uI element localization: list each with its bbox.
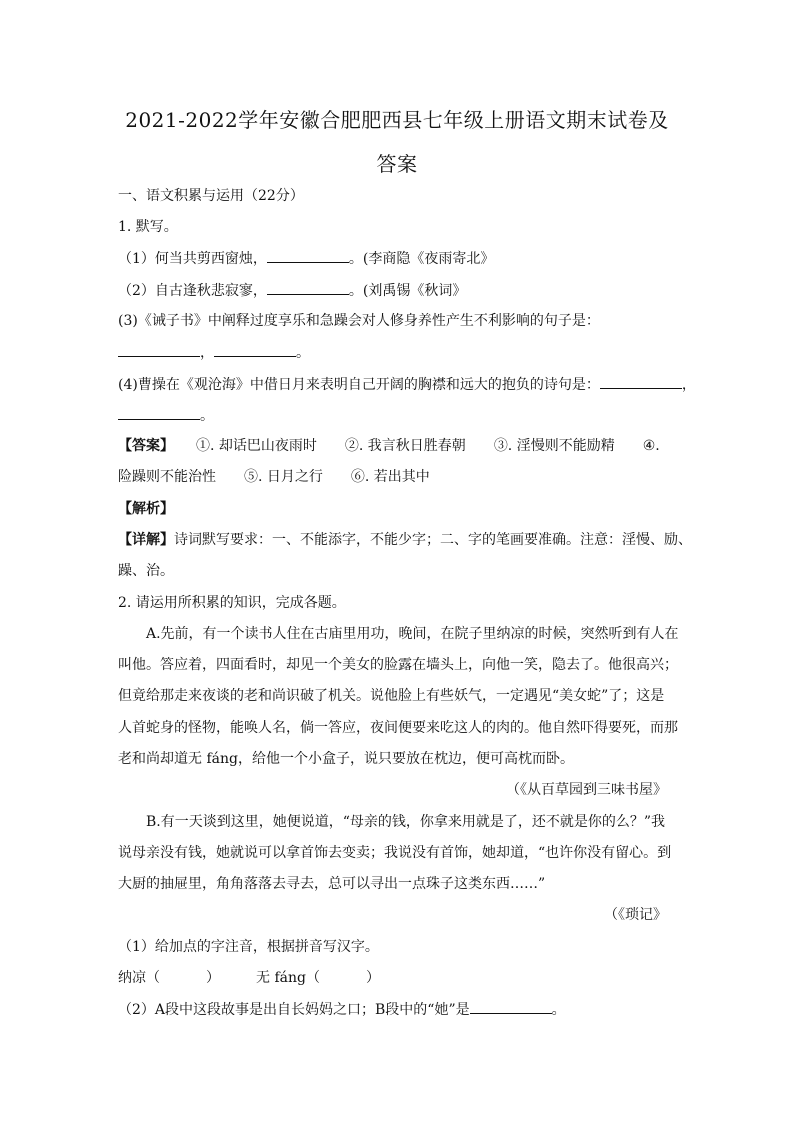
passage-b-line: 说母亲没有钱，她就说可以拿首饰去变卖；我说没有首饰，她却道，“也许你没有留心。到: [118, 845, 672, 861]
answer-4: 险躁则不能治性: [118, 469, 216, 485]
q1-item-2: [118, 280, 678, 301]
analysis-label: 【解析】: [118, 501, 174, 517]
answer-4-number: ④.: [642, 438, 660, 454]
detail-line-1: [118, 530, 692, 550]
question-1-heading: 1. 默写。: [118, 219, 178, 235]
q1-item-1: [118, 248, 678, 269]
passage-b-line: B.有一天谈到这里，她便说道，“母亲的钱，你拿来用就是了，还不就是你的么？”我: [146, 814, 666, 830]
answer-blank: [470, 999, 552, 1014]
answer-blank: [118, 405, 200, 420]
paren-close: ）: [365, 970, 380, 986]
period: 。: [296, 345, 310, 361]
phonetic-item-1: 纳凉（: [118, 970, 160, 986]
paren-close: ）: [206, 970, 220, 986]
answer-1: ①. 却话巴山夜雨时: [196, 438, 317, 454]
answer-blank: [267, 248, 349, 263]
sub-question-1: （1）给加点的字注音，根据拼音写汉字。: [118, 939, 379, 955]
comma: ，: [200, 345, 214, 361]
passage-a-line: 人首蛇身的怪物，能唤人名，倘一答应，夜间便要来吃这人的肉的。他自然吓得要死，而那: [118, 720, 678, 736]
answer-blank: [267, 280, 349, 295]
answer-5: ⑤. 日月之行: [244, 469, 323, 485]
period: 。: [551, 1002, 566, 1018]
document-title: [100, 98, 694, 186]
detail-line-2: 躁、治。: [118, 563, 174, 579]
passage-a-line: A.先前，有一个读书人住在古庙里用功，晚间，在院子里纳凉的时候，突然听到有人在: [146, 626, 679, 642]
question-2-heading: 2. 请运用所积累的知识，完成各题。: [118, 595, 346, 611]
answer-line-1: [118, 436, 678, 456]
answer-6: ⑥. 若出其中: [350, 469, 430, 485]
q1-item-4: [118, 374, 696, 395]
q1-item-4-text: (4)曹操在《观沧海》中借日月来表明自己开阔的胸襟和远大的抱负的诗句是：: [118, 377, 600, 393]
answer-2: ②. 我言秋日胜春朝: [344, 438, 466, 454]
q1-item-1-source: 。(李商隐《夜雨寄北》: [348, 251, 495, 267]
answer-blank: [214, 342, 296, 357]
section-heading: 一、语文积累与运用（22分）: [118, 188, 304, 204]
passage-b-line: 大厨的抽屉里，角角落落去寻去，总可以寻出一点珠子这类东西……”: [118, 876, 546, 892]
sub-question-2-text: （2）A段中这段故事是出自长妈妈之口；B段中的“她”是: [118, 1002, 470, 1018]
title-line-1: 2021-2022学年安徽合肥肥西县七年级上册语文期末试卷及: [125, 108, 669, 132]
sub-question-2: [118, 999, 678, 1020]
answer-blank: [600, 374, 682, 389]
q1-item-1-text: （1）何当共剪西窗烛，: [118, 251, 267, 267]
answer-label: 【答案】: [118, 438, 174, 454]
answer-line-2: [118, 467, 678, 487]
q1-item-3: (3)《诫子书》中阐释过度享乐和急躁会对人修身养性产生不利影响的句子是：: [118, 313, 600, 329]
answer-3: ③. 淫慢则不能励精: [493, 438, 615, 454]
detail-text: 诗词默写要求：一、不能添字，不能少字；二、字的笔画要准确。注意：淫慢、励、: [174, 532, 692, 548]
q1-item-2-text: （2）自古逢秋悲寂寥，: [118, 283, 267, 299]
title-line-2: 答案: [376, 152, 418, 176]
q1-item-3-blanks: [118, 342, 678, 363]
passage-a-line: 但竟给那走来夜谈的老和尚识破了机关。说他脸上有些妖气，一定遇见“美女蛇”了；这是: [118, 688, 665, 704]
sub-question-1-items: [118, 968, 678, 988]
passage-a-line: 叫他。答应着，四面看时，却见一个美女的脸露在墙头上，向他一笑，隐去了。他很高兴；: [118, 657, 678, 673]
detail-label: 【详解】: [118, 532, 174, 548]
passage-b-source: （《琐记》: [604, 907, 667, 923]
passage-a-line: 老和尚却道无 fáng，给他一个小盒子，说只要放在枕边，便可高枕而卧。: [118, 751, 574, 767]
phonetic-item-2: 无 fáng（: [256, 970, 320, 986]
period: 。: [200, 408, 214, 424]
answer-blank: [118, 342, 200, 357]
passage-a-source: （《从百草园到三味书屋》: [506, 782, 667, 798]
q1-item-4-blank: [118, 405, 678, 426]
q1-item-2-source: 。(刘禹锡《秋词》: [348, 283, 467, 299]
comma: ，: [681, 377, 696, 393]
